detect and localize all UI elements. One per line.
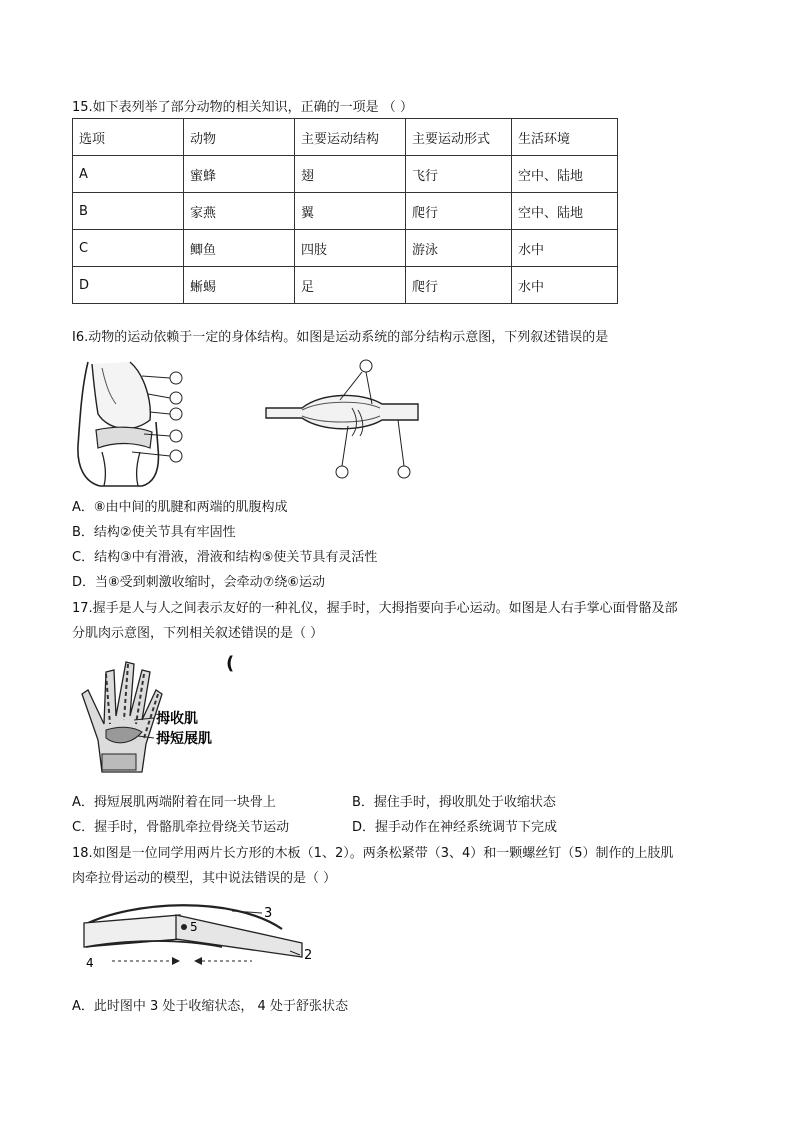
table-cell: 四肢 (295, 230, 406, 267)
table-header-cell: 动物 (184, 119, 295, 156)
q17-stem-line2: 分肌肉示意图，下列相关叙述错误的是（ ） (72, 626, 324, 641)
table-cell: D (73, 267, 184, 304)
q15-stem: 15.如下表列举了部分动物的相关知识，正确的一项是 （ ） (72, 100, 413, 115)
q15-table (72, 118, 618, 304)
table-cell: C (73, 230, 184, 267)
table-cell: 足 (295, 267, 406, 304)
q17-option-a: A．拇短展肌两端附着在同一块骨上 (72, 795, 276, 810)
table-cell: 水中 (512, 230, 618, 267)
fig-mark: ( (226, 653, 235, 674)
q18-stem-line1: 18.如图是一位同学用两片长方形的木板（1、2）。两条松紧带（3、4）和一颗螺丝钉（5）制作的上肢肌 (72, 846, 674, 861)
fig-label-4: 4 (86, 956, 94, 970)
table-cell: 鲫鱼 (184, 230, 295, 267)
hand-skeleton-diagram (72, 653, 235, 778)
q17-option-d: D．握手动作在神经系统调节下完成 (352, 820, 558, 835)
table-row (73, 156, 618, 193)
table-cell: 翼 (295, 193, 406, 230)
joint-diagram (72, 356, 192, 490)
table-cell: A (73, 156, 184, 193)
table-cell: 爬行 (406, 193, 512, 230)
table-row (73, 230, 618, 267)
q16-option-c: C．结构③中有滑液，滑液和结构⑤使关节具有灵活性 (72, 550, 378, 565)
q17-stem-line1: 17.握手是人与人之间表示友好的一种礼仪，握手时，大拇指要向手心运动。如图是人右手掌心面骨骼及部 (72, 601, 678, 616)
table-header-cell: 主要运动形式 (406, 119, 512, 156)
table-cell: 游泳 (406, 230, 512, 267)
table-row (73, 193, 618, 230)
table-cell: 爬行 (406, 267, 512, 304)
lever-model-diagram (72, 895, 332, 975)
fig-label-abductor: 拇短展肌 (156, 731, 212, 747)
q18-option-a: A．此时图中 3 处于收缩状态， 4 处于舒张状态 (72, 999, 348, 1014)
fig-label-adductor: 拇收肌 (156, 711, 198, 727)
q16-option-d: D．当⑧受到刺激收缩时，会牵动⑦绕⑥运动 (72, 575, 325, 590)
fig-label-5: 5 (190, 920, 198, 934)
q18-stem-line2: 肉牵拉骨运动的模型，其中说法错误的是（ ） (72, 871, 337, 886)
fig-label-3: 3 (264, 906, 273, 921)
q16-option-a: A．⑧由中间的肌腱和两端的肌腹构成 (72, 500, 288, 515)
table-header-cell: 选项 (73, 119, 184, 156)
table-header-cell: 主要运动结构 (295, 119, 406, 156)
muscle-diagram (262, 358, 422, 486)
table-cell: 飞行 (406, 156, 512, 193)
table-cell: 蜥蜴 (184, 267, 295, 304)
q16-option-b: B．结构②使关节具有牢固性 (72, 525, 236, 540)
table-header-row (73, 119, 618, 156)
table-cell: 水中 (512, 267, 618, 304)
table-header-cell: 生活环境 (512, 119, 618, 156)
table-cell: 空中、陆地 (512, 193, 618, 230)
table-row (73, 267, 618, 304)
table-cell: 空中、陆地 (512, 156, 618, 193)
q16-stem: I6.动物的运动依赖于一定的身体结构。如图是运动系统的部分结构示意图，下列叙述错误的是 (72, 330, 609, 345)
table-cell: 蜜蜂 (184, 156, 295, 193)
q17-option-c: C．握手时，骨骼肌牵拉骨绕关节运动 (72, 820, 290, 835)
table-cell: 翅 (295, 156, 406, 193)
q17-option-b: B．握住手时，拇收肌处于收缩状态 (352, 795, 556, 810)
table-cell: 家燕 (184, 193, 295, 230)
table-cell: B (73, 193, 184, 230)
fig-label-2: 2 (304, 948, 313, 963)
